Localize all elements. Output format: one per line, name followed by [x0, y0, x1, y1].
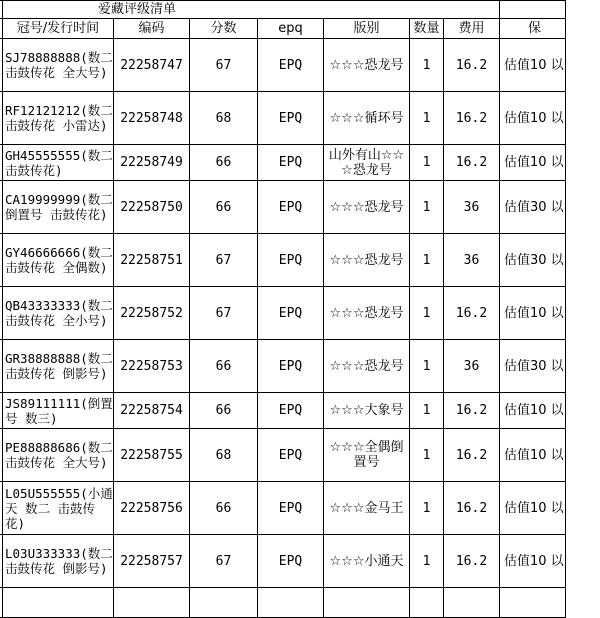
row-version: ☆☆☆金马王	[324, 482, 410, 535]
row-note: 估值10 以	[500, 482, 566, 535]
header-serial: 冠号/发行时间	[3, 19, 114, 39]
table-row	[0, 429, 566, 482]
row-fee: 16.2	[444, 535, 500, 588]
row-note: 估值10 以	[500, 535, 566, 588]
row-qty: 1	[410, 535, 444, 588]
row-note: 估值10 以	[500, 39, 566, 92]
row-note: 估值10 以	[500, 145, 566, 181]
row-qty: 1	[410, 287, 444, 340]
row-qty: 1	[410, 393, 444, 429]
row-epq: EPQ	[258, 340, 324, 393]
row-code: 22258757	[114, 535, 190, 588]
row-version: ☆☆☆大象号	[324, 393, 410, 429]
row-epq: EPQ	[258, 482, 324, 535]
row-serial: PE88888686(数二 击鼓传花 全大号)	[3, 429, 114, 482]
title-row	[0, 1, 566, 19]
row-epq: EPQ	[258, 287, 324, 340]
row-code: 22258755	[114, 429, 190, 482]
table-row-partial	[0, 588, 566, 618]
row-epq: EPQ	[258, 429, 324, 482]
row-note: 估值10 以	[500, 287, 566, 340]
row-epq: EPQ	[258, 535, 324, 588]
row-fee: 16.2	[444, 393, 500, 429]
row-note: 估值10 以	[500, 393, 566, 429]
row-serial: CA19999999(数二 倒置号 击鼓传花)	[3, 181, 114, 234]
row-fee: 16.2	[444, 482, 500, 535]
row-fee: 16.2	[444, 92, 500, 145]
row-version: ☆☆☆恐龙号	[324, 39, 410, 92]
row-version: 山外有山☆☆☆恐龙号	[324, 145, 410, 181]
row-score: 67	[190, 39, 258, 92]
row-code: 22258752	[114, 287, 190, 340]
row-qty: 1	[410, 92, 444, 145]
row-code: 22258753	[114, 340, 190, 393]
row-serial: JS89111111(倒置号 数三)	[3, 393, 114, 429]
row-version: ☆☆☆全偶倒置号	[324, 429, 410, 482]
row-qty: 1	[410, 39, 444, 92]
row-version: ☆☆☆小通天	[324, 535, 410, 588]
row-epq: EPQ	[258, 181, 324, 234]
row-code: 22258749	[114, 145, 190, 181]
row-note: 估值30 以	[500, 340, 566, 393]
table-row	[0, 535, 566, 588]
row-score: 66	[190, 340, 258, 393]
row-score: 68	[190, 429, 258, 482]
table-row	[0, 181, 566, 234]
row-note: 估值10 以	[500, 429, 566, 482]
header-note: 保	[500, 19, 566, 39]
row-code: 22258748	[114, 92, 190, 145]
header-row	[0, 19, 566, 39]
row-fee: 16.2	[444, 429, 500, 482]
row-qty: 1	[410, 482, 444, 535]
row-score: 66	[190, 145, 258, 181]
row-qty: 1	[410, 145, 444, 181]
row-code: 22258751	[114, 234, 190, 287]
row-qty: 1	[410, 429, 444, 482]
row-fee: 16.2	[444, 145, 500, 181]
header-epq: epq	[258, 19, 324, 39]
row-epq: EPQ	[258, 393, 324, 429]
row-fee: 36	[444, 234, 500, 287]
row-note: 估值30 以	[500, 181, 566, 234]
row-note: 估值30 以	[500, 234, 566, 287]
row-qty: 1	[410, 181, 444, 234]
header-code: 编码	[114, 19, 190, 39]
row-code: 22258747	[114, 39, 190, 92]
row-code: 22258756	[114, 482, 190, 535]
row-qty: 1	[410, 234, 444, 287]
row-note: 估值10 以	[500, 92, 566, 145]
row-fee: 16.2	[444, 287, 500, 340]
header-fee: 费用	[444, 19, 500, 39]
row-version: ☆☆☆恐龙号	[324, 287, 410, 340]
row-serial: GR38888888(数二 击鼓传花 倒影号)	[3, 340, 114, 393]
row-serial: L05U555555(小通天 数二 击鼓传花)	[3, 482, 114, 535]
row-version: ☆☆☆循环号	[324, 92, 410, 145]
row-serial: SJ78888888(数二 击鼓传花 全大号)	[3, 39, 114, 92]
row-version: ☆☆☆恐龙号	[324, 234, 410, 287]
table-row	[0, 482, 566, 535]
row-fee: 16.2	[444, 39, 500, 92]
row-score: 67	[190, 287, 258, 340]
table-row	[0, 234, 566, 287]
row-fee: 36	[444, 340, 500, 393]
header-score: 分数	[190, 19, 258, 39]
row-serial: RF12121212(数二 击鼓传花 小雷达)	[3, 92, 114, 145]
table-row	[0, 340, 566, 393]
table-row	[0, 145, 566, 181]
row-epq: EPQ	[258, 145, 324, 181]
row-score: 66	[190, 181, 258, 234]
table-row	[0, 39, 566, 92]
header-qty: 数量	[410, 19, 444, 39]
row-score: 67	[190, 234, 258, 287]
table-row	[0, 92, 566, 145]
row-serial: GY46666666(数二 击鼓传花 全偶数)	[3, 234, 114, 287]
row-serial: QB43333333(数二 击鼓传花 全小号)	[3, 287, 114, 340]
row-version: ☆☆☆恐龙号	[324, 181, 410, 234]
row-fee: 36	[444, 181, 500, 234]
table-row	[0, 287, 566, 340]
row-qty: 1	[410, 340, 444, 393]
table-row	[0, 393, 566, 429]
row-score: 66	[190, 393, 258, 429]
row-code: 22258750	[114, 181, 190, 234]
row-serial: L03U333333(数二 击鼓传花 倒影号)	[3, 535, 114, 588]
header-version: 版别	[324, 19, 410, 39]
row-code: 22258754	[114, 393, 190, 429]
row-epq: EPQ	[258, 92, 324, 145]
row-version: ☆☆☆恐龙号	[324, 340, 410, 393]
row-score: 66	[190, 482, 258, 535]
row-score: 68	[190, 92, 258, 145]
row-epq: EPQ	[258, 234, 324, 287]
row-serial: GH45555555(数二 击鼓传花)	[3, 145, 114, 181]
row-epq: EPQ	[258, 39, 324, 92]
row-score: 67	[190, 535, 258, 588]
sheet-title: 爱藏评级清单	[3, 1, 500, 19]
